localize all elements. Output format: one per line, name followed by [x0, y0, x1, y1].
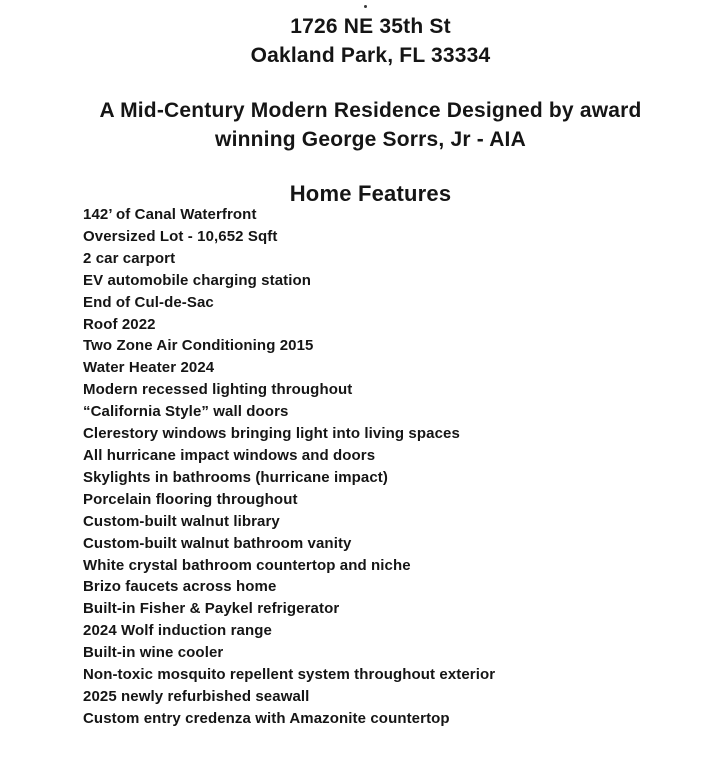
feature-item: Custom-built walnut library	[83, 512, 280, 530]
feature-item: “California Style” wall doors	[83, 403, 289, 421]
feature-item: Oversized Lot - 10,652 Sqft	[83, 227, 278, 245]
feature-item: 2 car carport	[83, 249, 176, 267]
feature-item: Roof 2022	[83, 315, 156, 333]
feature-item: Porcelain flooring throughout	[83, 490, 298, 508]
property-address	[0, 12, 727, 70]
feature-item: Built-in wine cooler	[83, 644, 224, 662]
scan-artifact-dot	[364, 5, 367, 8]
feature-item: Brizo faucets across home	[83, 578, 277, 596]
address-line-2: Oakland Park, FL 33334	[250, 44, 491, 67]
feature-item: Built-in Fisher & Paykel refrigerator	[83, 600, 340, 618]
feature-item: Custom entry credenza with Amazonite countertop	[83, 709, 450, 727]
features-list	[83, 204, 495, 730]
feature-item: End of Cul-de-Sac	[83, 293, 214, 311]
feature-item: EV automobile charging station	[83, 271, 312, 289]
property-description	[0, 96, 727, 154]
feature-item: 2025 newly refurbished seawall	[83, 687, 310, 705]
feature-item: Non-toxic mosquito repellent system throughout exterior	[83, 666, 496, 684]
description-line-2: winning George Sorrs, Jr - AIA	[215, 128, 526, 151]
feature-item: All hurricane impact windows and doors	[83, 446, 376, 464]
feature-item: Modern recessed lighting throughout	[83, 381, 353, 399]
home-features-heading: Home Features	[289, 181, 452, 206]
feature-item: Clerestory windows bringing light into living spaces	[83, 425, 460, 443]
feature-item: Two Zone Air Conditioning 2015	[83, 337, 314, 355]
feature-item: 2024 Wolf induction range	[83, 622, 272, 640]
feature-item: Skylights in bathrooms (hurricane impact)	[83, 468, 388, 486]
feature-item: 142’ of Canal Waterfront	[83, 206, 257, 223]
feature-item: Water Heater 2024	[83, 359, 215, 377]
feature-item: Custom-built walnut bathroom vanity	[83, 534, 352, 552]
description-line-1: A Mid-Century Modern Residence Designed by award	[99, 99, 642, 122]
address-line-1: 1726 NE 35th St	[290, 15, 451, 38]
feature-item: White crystal bathroom countertop and niche	[83, 556, 411, 574]
